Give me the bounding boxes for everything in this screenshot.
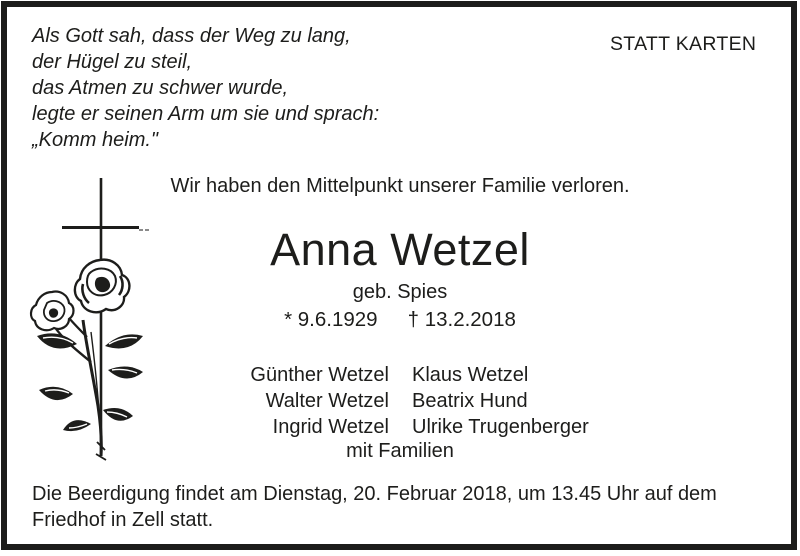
mourner-name: Ulrike Trugenberger (412, 416, 589, 438)
birth-date: * 9.6.1929 (284, 308, 378, 331)
mourner-row (0, 414, 800, 440)
mourner-row (0, 388, 800, 414)
mourner-row (0, 362, 800, 388)
maiden-name: geb. Spies (352, 281, 448, 303)
mourner-name: Günther Wetzel (250, 364, 389, 386)
statt-karten-label: STATT KARTEN (610, 33, 757, 55)
mourner-name: Walter Wetzel (265, 390, 389, 412)
funeral-line: Die Beerdigung findet am Dienstag, 20. Februar 2018, um 13.45 Uhr auf dem (32, 483, 717, 505)
mourners-list (0, 362, 800, 440)
poem (32, 23, 379, 153)
poem-line: „Komm heim." (32, 129, 159, 151)
deceased-name: Anna Wetzel (270, 224, 530, 275)
mourner-name: Beatrix Hund (412, 390, 528, 412)
mit-familien-line: mit Familien (346, 440, 454, 462)
poem-line: der Hügel zu steil, (32, 51, 193, 73)
poem-line: legte er seinen Arm um sie und sprach: (32, 103, 380, 125)
death-date: † 13.2.2018 (407, 308, 516, 331)
mourner-name: Ingrid Wetzel (272, 416, 389, 438)
intro-line: Wir haben den Mittelpunkt unserer Familie verloren. (170, 175, 630, 197)
life-dates (0, 308, 800, 332)
funeral-line: Friedhof in Zell statt. (32, 509, 214, 531)
funeral-info (32, 481, 717, 533)
mourner-name: Klaus Wetzel (412, 364, 529, 386)
poem-line: Als Gott sah, dass der Weg zu lang, (32, 25, 351, 47)
poem-line: das Atmen zu schwer wurde, (32, 77, 289, 99)
